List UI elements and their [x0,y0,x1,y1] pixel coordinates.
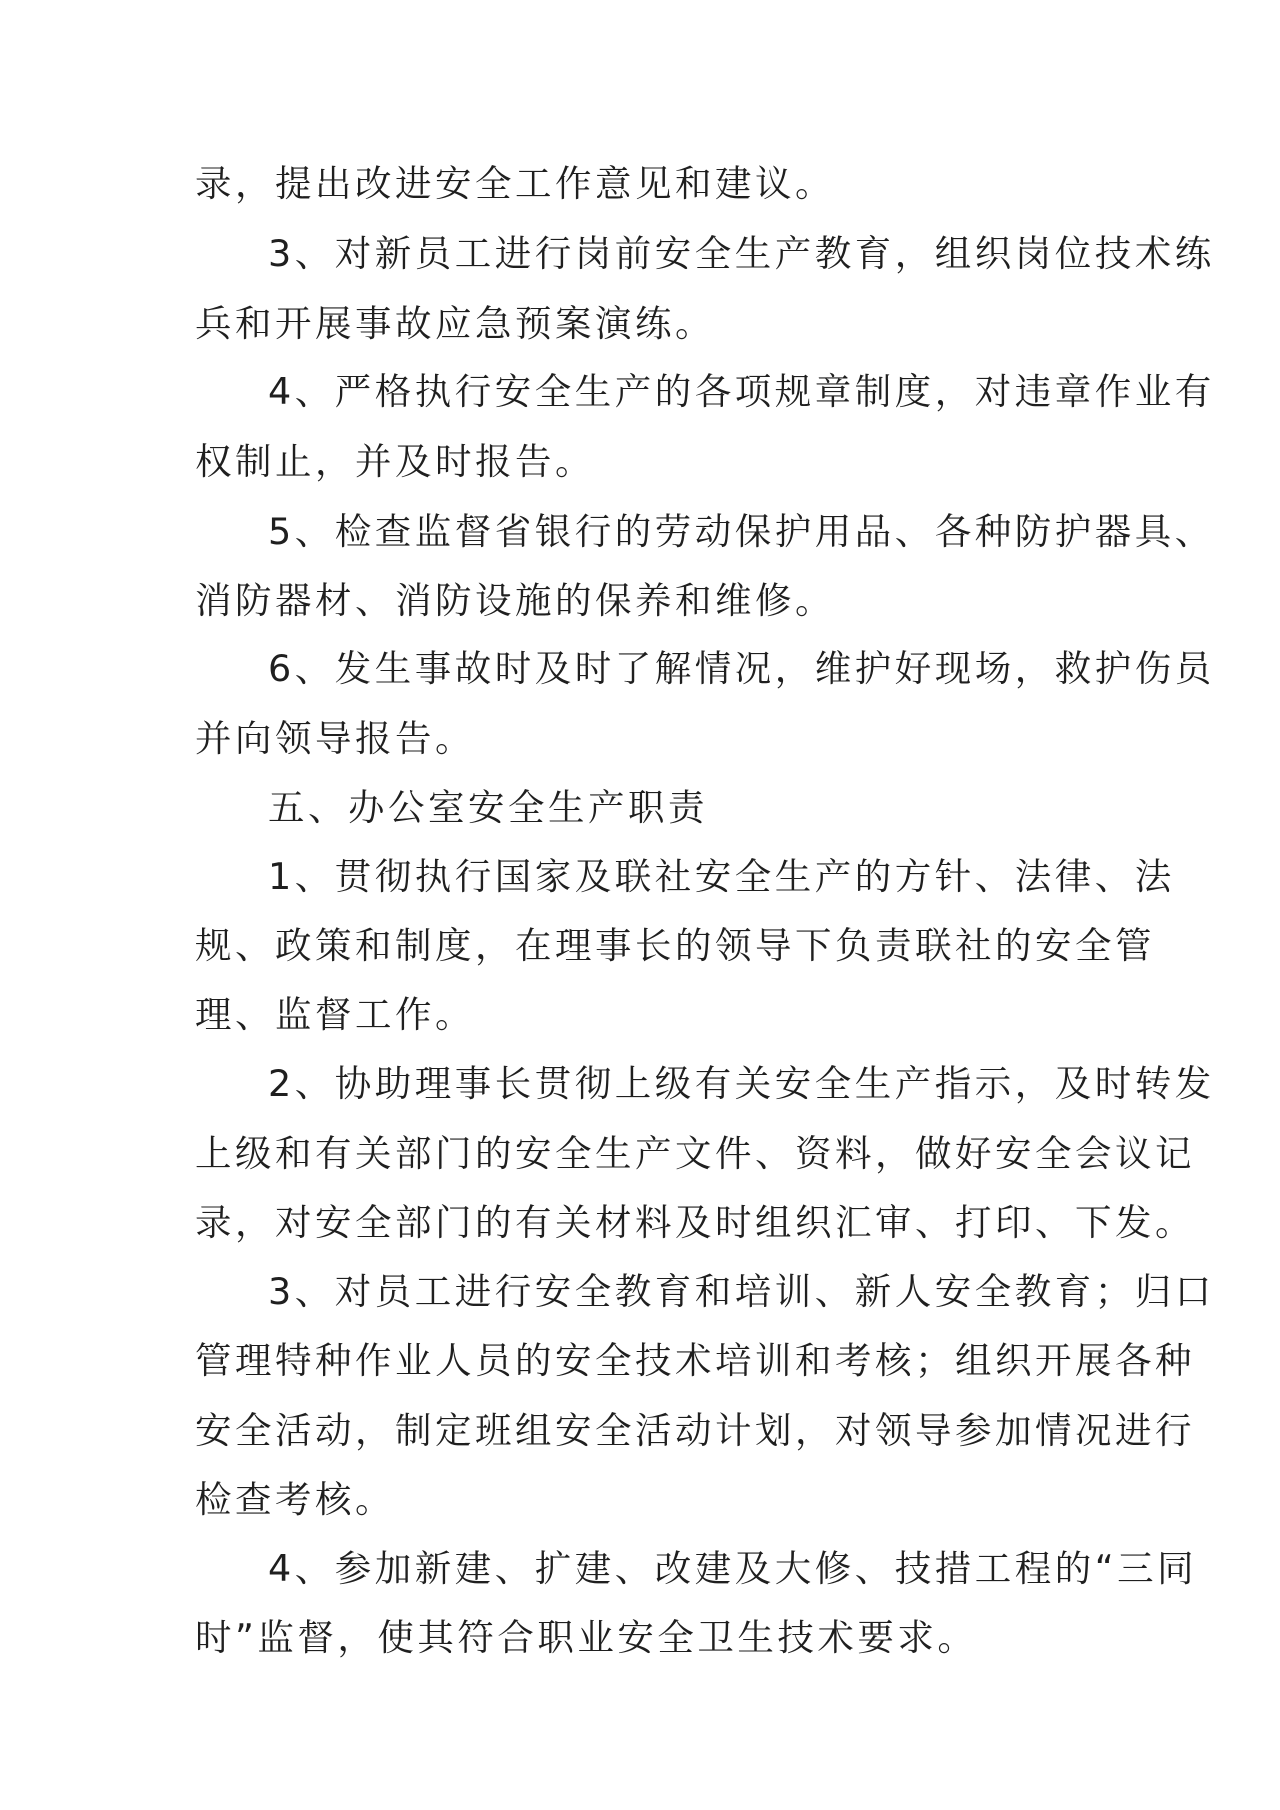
list-item-3-line-2: 兵和开展事故应急预案演练。 [195,302,715,345]
list-item-6-line-1: 6、发生事故时及时了解情况，维护好现场，救护伤员 [268,647,1215,690]
list-item-4-line-2: 权制止，并及时报告。 [195,440,595,483]
section-5-item-4-line-1: 4、参加新建、扩建、改建及大修、技措工程的“三同 [268,1547,1198,1590]
list-item-3-line-1: 3、对新员工进行岗前安全生产教育，组织岗位技术练 [268,232,1215,275]
section-5-item-3-line-4: 检查考核。 [195,1478,395,1521]
section-5-item-3-line-1: 3、对员工进行安全教育和培训、新人安全教育；归口 [268,1270,1215,1313]
section-5-item-1-line-2: 规、政策和制度，在理事长的领导下负责联社的安全管 [195,924,1155,967]
section-5-item-3-line-3: 安全活动，制定班组安全活动计划，对领导参加情况进行 [195,1409,1195,1452]
paragraph-line: 录，提出改进安全工作意见和建议。 [195,162,835,205]
section-5-item-2-line-2: 上级和有关部门的安全生产文件、资料，做好安全会议记 [195,1132,1195,1175]
list-item-6-line-2: 并向领导报告。 [195,717,475,760]
list-item-4-line-1: 4、严格执行安全生产的各项规章制度，对违章作业有 [268,370,1215,413]
section-5-item-2-line-1: 2、协助理事长贯彻上级有关安全生产指示，及时转发 [268,1062,1215,1105]
section-5-item-1-line-3: 理、监督工作。 [195,993,475,1036]
section-5-item-2-line-3: 录，对安全部门的有关材料及时组织汇审、打印、下发。 [195,1201,1195,1244]
section-5-item-4-line-2: 时”监督，使其符合职业安全卫生技术要求。 [195,1616,978,1659]
list-item-5-line-1: 5、检查监督省银行的劳动保护用品、各种防护器具、 [268,510,1215,553]
section-heading: 五、办公室安全生产职责 [268,786,708,829]
section-5-item-1-line-1: 1、贯彻执行国家及联社安全生产的方针、法律、法 [268,855,1175,898]
list-item-5-line-2: 消防器材、消防设施的保养和维修。 [195,579,835,622]
section-5-item-3-line-2: 管理特种作业人员的安全技术培训和考核；组织开展各种 [195,1339,1195,1382]
